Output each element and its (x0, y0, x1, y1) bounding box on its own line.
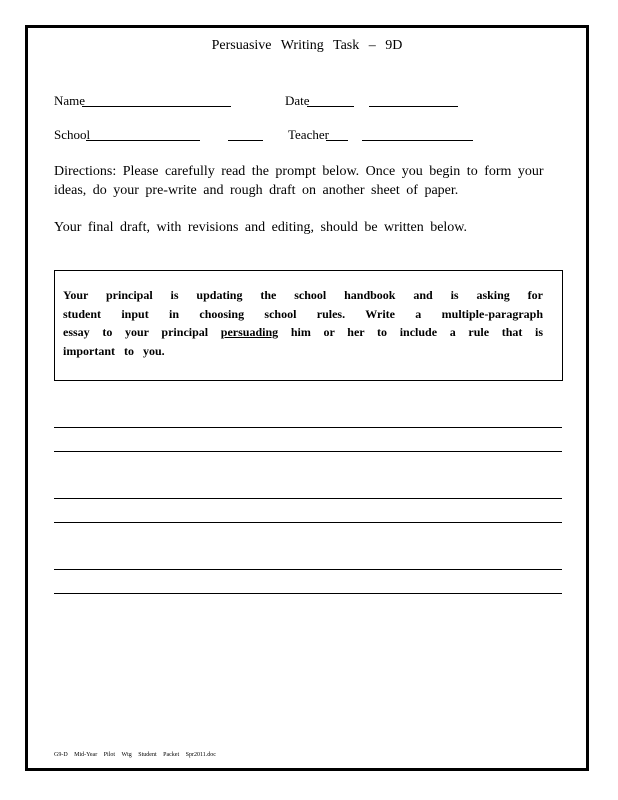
page-title: Persuasive Writing Task – 9D (211, 38, 403, 53)
footer-filename: G9-D Mid-Year Pilot Wtg Student Packet Spr2011.doc (54, 752, 216, 758)
prompt-line-3-end: him or her to include a rule that is (290, 325, 544, 339)
prompt-line-2: student input in choosing school rules. Write a multiple-paragraph (63, 306, 543, 321)
teacher-field[interactable] (326, 140, 348, 141)
name-label: Name (54, 93, 86, 108)
name-field[interactable] (82, 106, 231, 107)
prompt-line-3 (63, 323, 543, 342)
writing-line[interactable] (54, 522, 562, 523)
date-field-extension[interactable] (369, 106, 458, 107)
prompt-emphasis-persuading: persuading (220, 325, 279, 339)
prompt-line-3-start: essay to your principal (63, 325, 209, 339)
writing-line[interactable] (54, 451, 562, 452)
writing-line[interactable] (54, 427, 562, 428)
writing-line[interactable] (54, 498, 562, 499)
writing-line[interactable] (54, 593, 562, 594)
final-draft-instructions: Your final draft, with revisions and editing, should be written below. (54, 220, 468, 235)
school-label: School (54, 127, 91, 142)
prompt-text (63, 286, 543, 360)
writing-line[interactable] (54, 569, 562, 570)
date-field[interactable] (307, 106, 354, 107)
school-field[interactable] (86, 140, 200, 141)
directions-text: Directions: Please carefully read the prompt below. Once you begin to form your ideas, do your pre-write and rough draft on another sheet of paper. (54, 164, 544, 198)
date-label: Date (285, 93, 310, 108)
prompt-box (54, 270, 563, 381)
prompt-line-4: important to you. (63, 343, 165, 358)
school-field-extension[interactable] (228, 140, 263, 141)
prompt-line-1: Your principal is updating the school handbook and is asking for (63, 288, 543, 302)
teacher-label: Teacher (288, 127, 329, 142)
teacher-field-extension[interactable] (362, 140, 473, 141)
